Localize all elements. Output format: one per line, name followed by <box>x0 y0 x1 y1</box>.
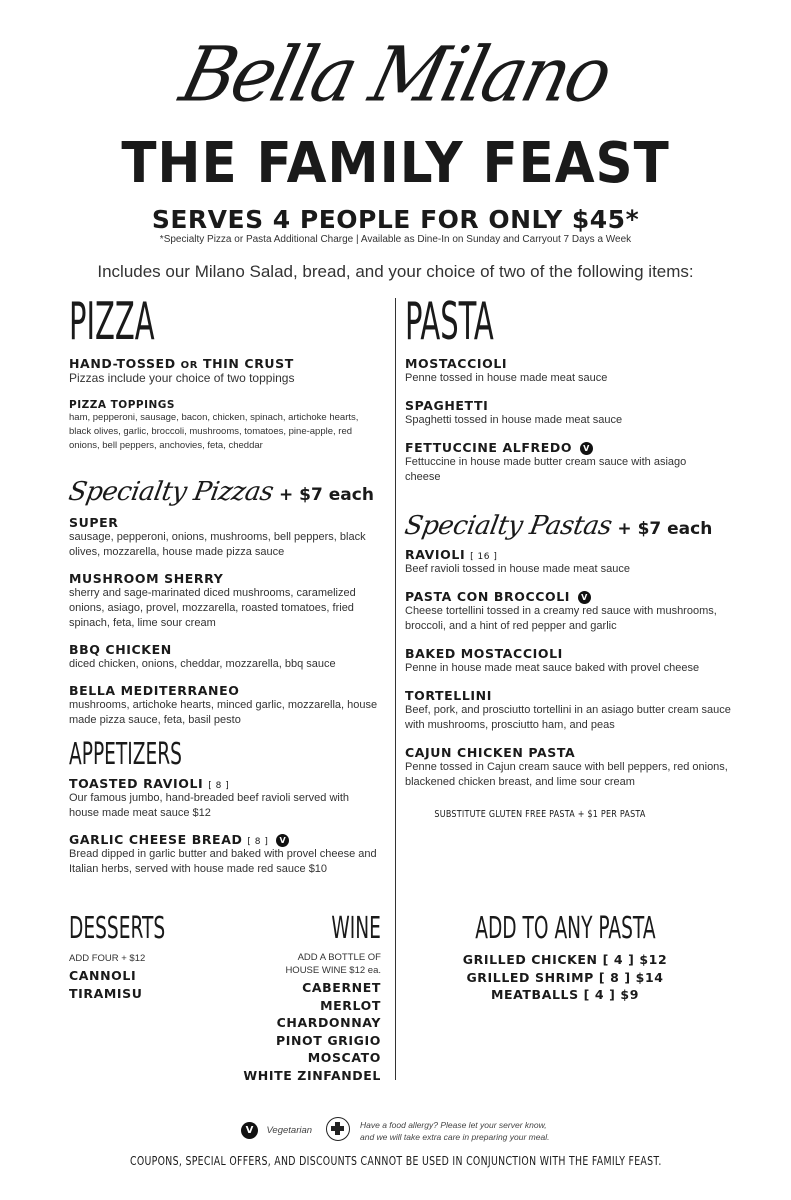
add-on-item: GRILLED SHRIMP [ 8 ] $14 <box>466 969 664 985</box>
desserts-section <box>69 911 229 1003</box>
menu-item-name: BELLA MEDITERRANEO <box>69 683 240 698</box>
serves-line: SERVES 4 PEOPLE FOR ONLY $45* <box>151 205 640 234</box>
appetizer-count: [ 8 ] <box>247 837 269 847</box>
specialty-pastas-heading <box>402 511 735 543</box>
menu-item-name: BBQ CHICKEN <box>69 642 172 657</box>
appetizer-name: TOASTED RAVIOLI <box>69 776 204 791</box>
pasta-name: FETTUCCINE ALFREDO <box>405 440 573 455</box>
toppings-title: PIZZA TOPPINGS <box>69 399 175 411</box>
pasta-name: RAVIOLI <box>405 547 466 562</box>
crust-name-2: THIN CRUST <box>202 356 294 371</box>
crust-heading <box>69 356 379 371</box>
menu-item-name: TORTELLINI <box>405 688 492 703</box>
crust-name: HAND-TOSSED <box>69 356 176 371</box>
menu-item-desc: Penne tossed in Cajun cream sauce with bell peppers, red onions, blackened chicken breast, and lime sour cream <box>405 761 728 788</box>
dessert-item: TIRAMISU <box>69 986 143 1001</box>
footer-disclaimer <box>0 1152 791 1170</box>
wine-item: CABERNET <box>302 980 381 995</box>
appetizers-title: APPETIZERS <box>69 737 182 772</box>
add-on-item: GRILLED CHICKEN [ 4 ] $12 <box>462 952 668 967</box>
menu-item-desc: sausage, pepperoni, onions, mushrooms, bell peppers, black olives, mozzarella, house made pizza sauce <box>69 531 366 558</box>
menu-item-name: SPAGHETTI <box>405 398 489 413</box>
add-on-item: MEATBALLS [ 4 ] $9 <box>490 987 640 1002</box>
menu-item-desc: sherry and sage-marinated diced mushrooms, caramelized onions, asiago, provel, mozzarella, roasted tomatoes, fried spinach, feta, lime sour cream <box>69 587 356 629</box>
menu-item-name <box>405 440 735 455</box>
menu-item-desc: Beef, pork, and prosciutto tortellini in an asiago butter cream sauce with mushrooms, prosciutto ham, and peas <box>405 704 731 731</box>
menu-item-name: SUPER <box>69 515 119 530</box>
menu-item-desc: Penne tossed in house made meat sauce <box>405 372 608 384</box>
wine-section <box>220 911 381 1084</box>
fine-print: *Specialty Pizza or Pasta Additional Charge | Available as Dine-In on Sunday and Carryout 7 Days a Week <box>159 234 632 245</box>
wine-title: WINE <box>331 911 381 946</box>
wine-item: CHARDONNAY <box>276 1015 381 1030</box>
add-to-pasta-title: ADD TO ANY PASTA <box>474 911 656 946</box>
brand-logo: Bella Milano <box>172 29 619 119</box>
menu-item-name: CAJUN CHICKEN PASTA <box>405 745 576 760</box>
toppings-desc: ham, pepperoni, sausage, bacon, chicken, spinach, artichoke hearts, black olives, garlic, broccoli, mushrooms, tomatoes, pine-apple, red onions, bell peppers, anchovies, feta, cheddar <box>69 412 359 451</box>
specialty-pastas-title: Specialty Pastas <box>402 511 615 541</box>
vegetarian-icon: V <box>578 591 591 604</box>
menu-item-desc: Bread dipped in garlic butter and baked with provel cheese and Italian herbs, served with house made red sauce $10 <box>69 848 377 875</box>
add-to-pasta-list <box>405 951 725 1004</box>
appetizer-count: [ 8 ] <box>208 781 230 791</box>
pasta-count: [ 16 ] <box>470 552 498 562</box>
specialty-pasta-list <box>405 547 735 790</box>
menu-item-desc: Penne in house made meat sauce baked with provel cheese <box>405 662 700 674</box>
allergy-note <box>360 1119 549 1143</box>
specialty-pizzas-heading <box>66 477 379 509</box>
menu-item-name <box>405 547 735 562</box>
allergy-line: and we will take extra care in preparing your meal. <box>360 1132 550 1142</box>
pizza-title: PIZZA <box>69 292 155 352</box>
specialty-pastas-price: + $7 each <box>617 519 713 539</box>
specialty-pizzas-title: Specialty Pizzas <box>66 477 276 507</box>
gluten-free-note: SUBSTITUTE GLUTEN FREE PASTA + $1 PER PASTA <box>434 809 646 820</box>
menu-item-name: MOSTACCIOLI <box>405 356 508 371</box>
desserts-title: DESSERTS <box>69 911 166 946</box>
wine-list <box>220 979 381 1084</box>
wine-item: PINOT GRIGIO <box>275 1032 381 1048</box>
menu-item-name <box>69 776 379 791</box>
page-title: THE FAMILY FEAST <box>121 131 670 196</box>
menu-item-name <box>405 589 735 604</box>
menu-item-desc: Cheese tortellini tossed in a creamy red sauce with mushrooms, broccoli, and a hint of red pepper and garlic <box>405 605 717 632</box>
vegetarian-label: Vegetarian <box>266 1125 313 1137</box>
appetizer-name: GARLIC CHEESE BREAD <box>69 832 243 847</box>
pasta-name: PASTA CON BROCCOLI <box>405 589 571 604</box>
menu-item-desc: mushrooms, artichoke hearts, minced garlic, mozzarella, house made pizza sauce, feta, basil pesto <box>69 699 378 726</box>
menu-item-name <box>69 832 379 847</box>
allergy-icon <box>326 1117 350 1141</box>
menu-item-desc: diced chicken, onions, cheddar, mozzarella, bbq sauce <box>69 658 336 670</box>
wine-note-1: ADD A BOTTLE OF <box>297 952 381 963</box>
column-divider <box>395 298 396 1080</box>
wine-item: MERLOT <box>320 997 381 1013</box>
pasta-title: PASTA <box>405 292 494 352</box>
menu-item-desc: Our famous jumbo, hand-breaded beef ravioli served with house made meat sauce $12 <box>69 792 350 819</box>
crust-desc: Pizzas include your choice of two toppings <box>69 371 295 385</box>
footer-text: COUPONS, SPECIAL OFFERS, AND DISCOUNTS CANNOT BE USED IN CONJUNCTION WITH THE FAMILY FEAST. <box>129 1154 662 1168</box>
specialty-pizzas-price: + $7 each <box>279 485 374 505</box>
right-column <box>402 292 735 822</box>
menu-item-desc: Beef ravioli tossed in house made meat sauce <box>405 563 631 575</box>
menu-item-desc: Fettuccine in house made butter cream sauce with asiago cheese <box>405 456 687 483</box>
left-column <box>66 292 379 877</box>
specialty-pizza-list <box>69 515 379 728</box>
wine-item: MOSCATO <box>307 1050 381 1065</box>
vegetarian-icon: V <box>241 1122 258 1139</box>
add-to-pasta-section <box>405 911 725 1004</box>
allergy-line: Have a food allergy? Please let your server know, <box>360 1120 547 1130</box>
menu-item-desc: Spaghetti tossed in house made meat sauce <box>405 414 623 426</box>
vegetarian-legend <box>241 1122 312 1140</box>
menu-item-name: MUSHROOM SHERRY <box>69 571 224 586</box>
menu-item-name: BAKED MOSTACCIOLI <box>405 646 563 661</box>
vegetarian-icon: V <box>580 442 593 455</box>
wine-item: WHITE ZINFANDEL <box>243 1067 381 1083</box>
vegetarian-icon: V <box>276 834 289 847</box>
intro-line: Includes our Milano Salad, bread, and your choice of two of the following items: <box>97 262 694 281</box>
wine-note-2: HOUSE WINE $12 ea. <box>285 965 381 976</box>
dessert-item: CANNOLI <box>69 968 137 983</box>
crust-or: OR <box>180 360 199 371</box>
desserts-note: ADD FOUR + $12 <box>69 953 146 964</box>
